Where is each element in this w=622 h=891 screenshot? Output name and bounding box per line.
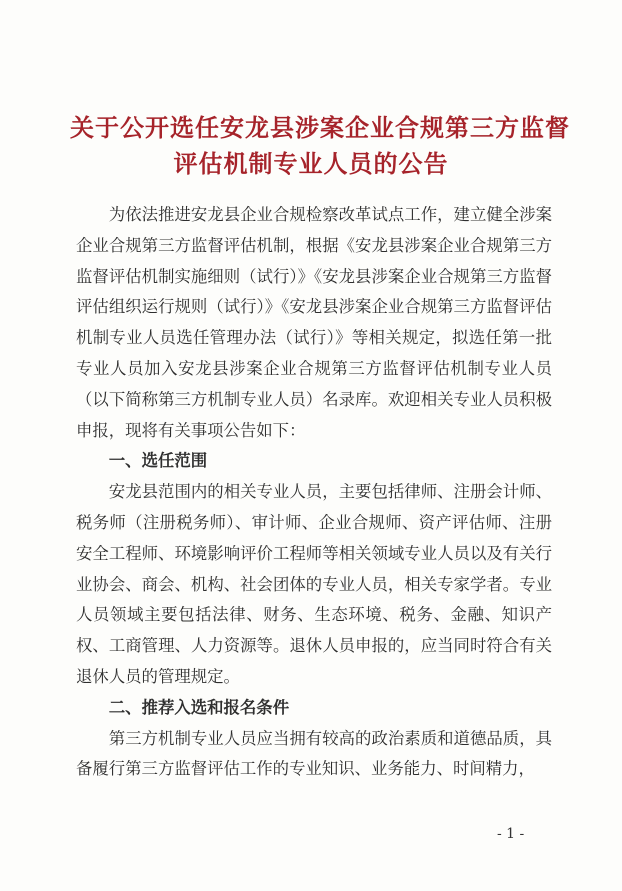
title-line-2: 评估机制专业人员的公告 [173, 149, 449, 178]
section-2-paragraph: 第三方机制专业人员应当拥有较高的政治素质和道德品质，具备履行第三方监督评估工作的专业知识、业务能力、时间精力， [76, 728, 552, 779]
section-2-heading: 二、推荐入选和报名条件 [108, 697, 290, 717]
document-body [76, 200, 552, 785]
title-line-1: 关于公开选任安龙县涉案企业合规第三方监督 [70, 113, 570, 142]
document-title [70, 110, 570, 182]
section-1-paragraph: 安龙县范围内的相关专业人员，主要包括律师、注册会计师、税务师（注册税务师）、审计师、企业合规师、资产评估师、注册安全工程师、环境影响评价工程师等相关领域专业人员以及有关行业协会、商会、机构、社会团体的专业人员，相关专家学者。专业人员领域主要包括法律、财务、生态环境、税务、金融、知识产权、工商管理、人力资源等。退休人员申报的，应当同时符合有关退休人员的管理规定。 [76, 482, 552, 686]
page-number: - 1 - [497, 826, 525, 842]
intro-paragraph: 为依法推进安龙县企业合规检察改革试点工作，建立健全涉案企业合规第三方监督评估机制，根据《安龙县涉案企业合规第三方监督评估机制实施细则（试行）》《安龙县涉案企业合规第三方监督评估组织运行规则（试行）》《安龙县涉案企业合规第三方监督评估机制专业人员选任管理办法（试行）》等相关规定，拟选任第一批专业人员加入安龙县涉案企业合规第三方监督评估机制专业人员（以下简称第三方机制专业人员）名录库。欢迎相关专业人员积极申报，现将有关事项公告如下： [76, 205, 552, 440]
section-1-heading: 一、选任范围 [108, 451, 208, 471]
